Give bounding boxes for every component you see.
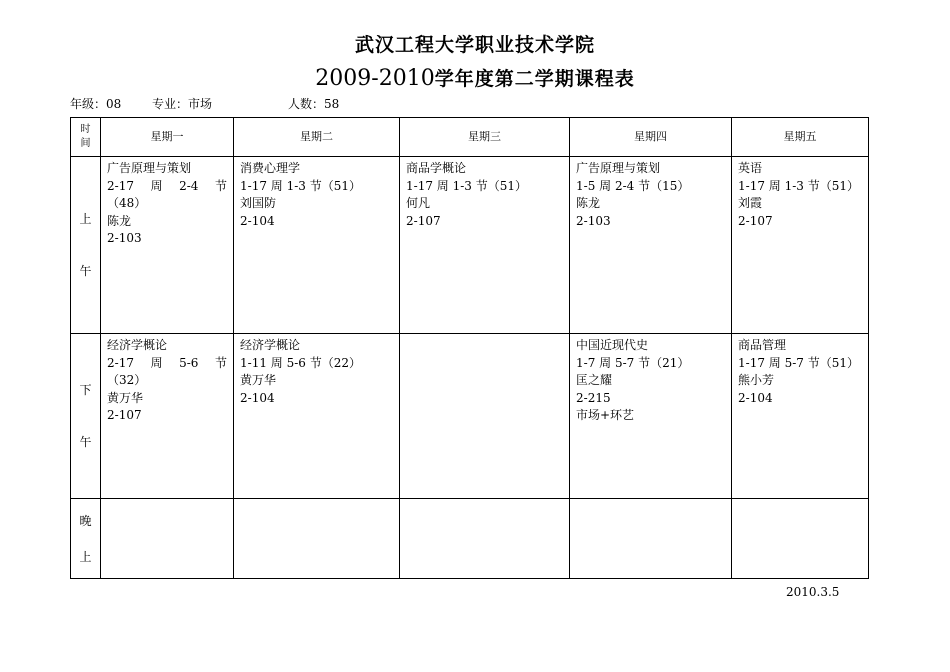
course-cell [570,157,732,334]
grade-info: 年级：08 [70,97,122,111]
course-schedule: 2-17 周 2-4 节 [107,178,227,193]
institution-title: 武汉工程大学职业技术学院 [354,34,595,56]
course-teacher: 刘国防 [240,196,277,210]
course-schedule: 1-11 周 5-6 节（22） [240,355,361,370]
course-schedule: 1-7 周 5-7 节（21） [576,355,690,370]
course-cell [400,499,570,579]
course-capacity: （48） [107,196,147,210]
course-note: 市场+环艺 [576,408,635,422]
day-header: 星期四 [570,118,732,157]
day-header: 星期一 [101,118,234,157]
course-cell [570,334,732,499]
time-corner-cell: 时 间 [71,118,101,157]
course-room: 2-107 [406,213,441,228]
course-teacher: 刘霞 [738,196,763,210]
course-name: 英语 [738,161,763,175]
course-cell [234,157,400,334]
course-name: 经济学概论 [240,338,301,352]
course-cell [101,499,234,579]
evening-row [71,499,869,579]
afternoon-row [71,334,869,499]
course-cell [400,334,570,499]
course-cell [400,157,570,334]
course-teacher: 何凡 [406,196,431,210]
course-schedule: 1-17 周 5-7 节（51） [738,355,859,370]
school-year: 2009-2010 [315,66,435,91]
course-cell [732,334,869,499]
course-room: 2-107 [738,213,773,228]
course-cell [732,499,869,579]
course-room: 2-103 [576,213,611,228]
course-room: 2-107 [107,408,142,422]
course-teacher: 匡之耀 [576,373,613,387]
course-teacher: 陈龙 [107,213,132,228]
morning-row [71,157,869,334]
evening-label: 晚 上 [71,499,101,579]
afternoon-label: 下 午 [71,334,101,499]
major-info: 专业：市场 [152,97,213,111]
morning-label: 上 午 [71,157,101,334]
course-teacher: 熊小芳 [738,373,775,387]
course-schedule: 1-17 周 1-3 节（51） [406,178,527,193]
course-room: 2-104 [240,390,275,405]
schedule-title [0,64,950,91]
student-count: 人数：58 [288,97,340,111]
course-name: 商品管理 [738,338,787,352]
course-schedule: 1-17 周 1-3 节（51） [240,178,361,193]
course-cell [234,334,400,499]
course-teacher: 黄万华 [240,373,277,387]
course-capacity: （32） [107,373,147,387]
course-name: 商品学概论 [406,161,467,175]
course-teacher: 黄万华 [107,390,144,405]
course-room: 2-104 [240,213,275,228]
course-name: 广告原理与策划 [576,161,661,175]
day-header: 星期三 [400,118,570,157]
course-room: 2-215 [576,390,611,405]
course-teacher: 陈龙 [576,196,601,210]
issue-date: 2010.3.5 [786,585,840,599]
course-room: 2-103 [107,231,142,245]
day-header: 星期二 [234,118,400,157]
header-row [71,118,869,157]
course-schedule: 2-17 周 5-6 节 [107,355,227,370]
course-schedule: 1-17 周 1-3 节（51） [738,178,859,193]
course-name: 广告原理与策划 [107,161,192,175]
course-name: 消费心理学 [240,161,301,175]
course-cell [101,334,234,499]
course-name: 中国近现代史 [576,338,649,352]
course-schedule: 1-5 周 2-4 节（15） [576,178,690,193]
term-title: 学年度第二学期课程表 [434,68,635,90]
course-cell [732,157,869,334]
course-cell [101,157,234,334]
course-room: 2-104 [738,390,773,405]
course-cell [234,499,400,579]
day-header: 星期五 [732,118,869,157]
course-name: 经济学概论 [107,338,168,352]
course-cell [570,499,732,579]
schedule-table [70,117,869,579]
